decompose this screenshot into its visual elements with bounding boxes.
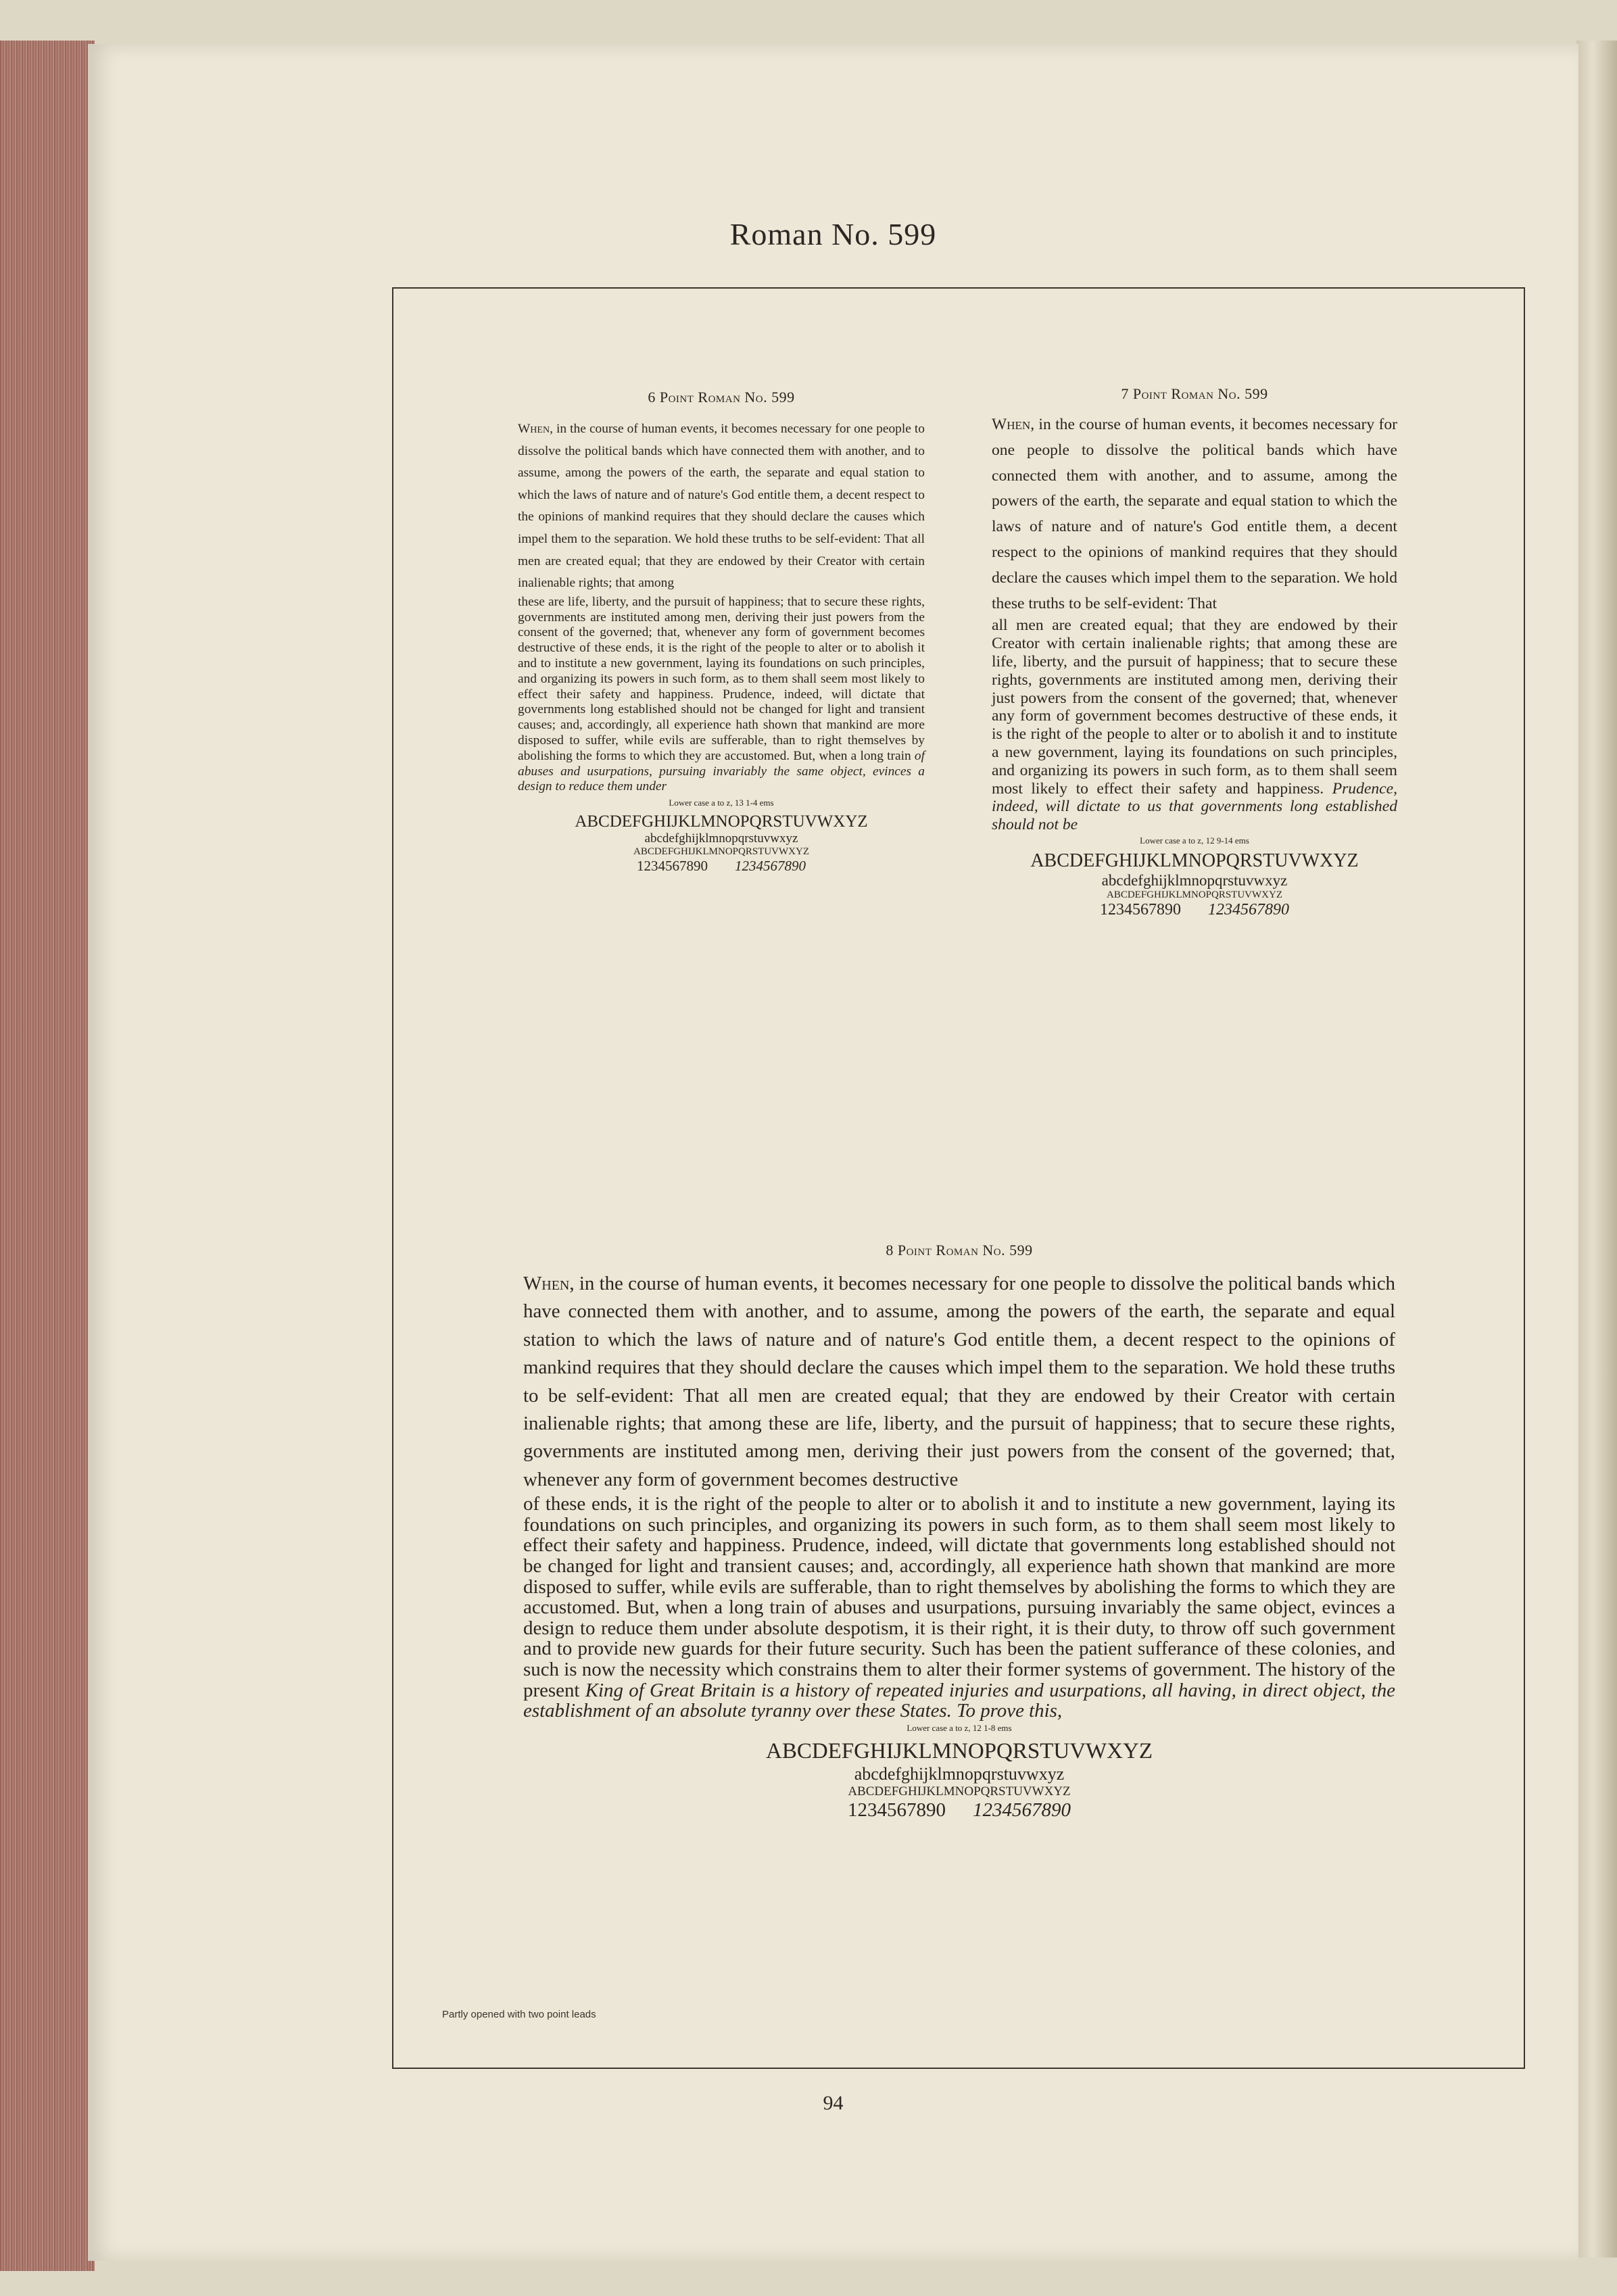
book-page [88,44,1578,2261]
figures-row [992,901,1397,919]
footnote: Partly opened with two point leads [442,2009,596,2020]
specimen-body-text [523,1270,1395,1494]
lead-word: When, [992,416,1035,433]
alphabet-uppercase: ABCDEFGHIJKLMNOPQRSTUVWXYZ [1030,850,1359,871]
figures-row [518,858,925,875]
alphabet-uppercase: ABCDEFGHIJKLMNOPQRSTUVWXYZ [575,812,868,831]
figures-italic: 1234567890 [1208,900,1289,919]
body-text-italic: Prudence, indeed, will dictate to us that governments long established should not be [992,779,1397,834]
specimen-heading: 6 Point Roman No. 599 [648,389,795,406]
figures-roman: 1234567890 [848,1799,946,1821]
body-text-tight: these are life, liberty, and the pursuit of happiness; that to secure these rights, governments are instituted among men, deriving their just powers from the consent of the governed; that, whenever any form of government becomes destructive of these ends, it is the right of the people to alter or to abolish it and to institute a new government, laying its foundations on such principles, and organizing its powers in such form, as to them shall seem most likely to effect their safety and happiness. Prudence, indeed, will dictate that governments long established should not be changed for light and transient causes; and, accordingly, all experience hath shown that mankind are more disposed to suffer, while evils are sufferable, than to right themselves by abolishing the forms to which they are accustomed. But, when a long train [518,594,925,763]
specimen-body-text [518,418,925,595]
book-page-edges-left [0,41,95,2271]
alphabet-lowercase: abcdefghijklmnopqrstuvwxyz [1101,871,1288,889]
specimen-body-text-solid [992,616,1397,834]
specimen-6-point [518,389,925,875]
specimen-note: Lower case a to z, 12 9-14 ems [1140,835,1249,846]
specimen-note: Lower case a to z, 12 1-8 ems [907,1722,1012,1733]
specimen-8-point [523,1242,1395,1822]
lead-word: When, [523,1273,575,1294]
specimen-heading: 7 Point Roman No. 599 [1121,385,1268,402]
body-text-tight: of these ends, it is the right of the people to alter or to abolish it and to institute a new government, laying its foundations on such principles, and organizing its powers in such form, as to them shall seem most likely to effect their safety and happiness. Prudence, indeed, will dictate that governments long established should not be changed for light and transient causes; and, accordingly, all experience hath shown that mankind are more disposed to suffer, while evils are sufferable, than to right themselves by abolishing the forms to which they are accustomed. But, when a long train of abuses and usurpations, pursuing invariably the same object, evinces a design to reduce them under absolute despotism, it is their right, it is their duty, to throw off such government and to provide new guards for their future security. Such has been the patient sufferance of these colonies, and such is now the necessity which constrains them to alter their former systems of government. The history of the present [523,1493,1395,1701]
alphabet-small-caps: ABCDEFGHIJKLMNOPQRSTUVWXYZ [1106,889,1282,900]
figures-row [523,1799,1395,1822]
figures-italic: 1234567890 [973,1799,1071,1821]
specimen-7-point [992,385,1397,919]
alphabet-uppercase: ABCDEFGHIJKLMNOPQRSTUVWXYZ [765,1738,1153,1763]
alphabet-small-caps: ABCDEFGHIJKLMNOPQRSTUVWXYZ [633,846,809,858]
body-text-tight: all men are created equal; that they are endowed by their Creator with certain inalienable rights; that among these are life, liberty, and the pursuit of happiness; that to secure these rights, governments are instituted among men, deriving their just powers from the consent of the governed; that, whenever any form of government becomes destructive of these ends, it is the right of the people to alter or to abolish it and to institute a new government, laying its foundations on such principles, and organizing its powers in such form, as to them shall seem most likely to effect their safety and happiness. [992,616,1397,798]
body-text-italic: King of Great Britain is a history of repeated injuries and usurpations, all having, in direct object, the establishment of an absolute tyranny over these States. To prove this, [523,1679,1395,1722]
alphabet-lowercase: abcdefghijklmnopqrstuvwxyz [854,1763,1065,1784]
page-title: Roman No. 599 [729,217,937,251]
specimen-body-text-solid [523,1494,1395,1721]
book-page-edges-right [1576,41,1617,2257]
alphabet-small-caps: ABCDEFGHIJKLMNOPQRSTUVWXYZ [848,1784,1071,1799]
specimen-heading: 8 Point Roman No. 599 [886,1242,1033,1259]
specimen-body-text-solid [518,595,925,795]
body-text-loose: in the course of human events, it becomes necessary for one people to dissolve the political bands which have connected them with another, and to assume, among the powers of the earth, the separate and equal station to which the laws of nature and of nature's God entitle them, a decent respect to the opinions of mankind requires that they should declare the causes which impel them to the separation. We hold these truths to be self-evident: That [992,416,1397,612]
specimen-body-text [992,412,1397,616]
specimen-note: Lower case a to z, 13 1-4 ems [669,798,774,808]
figures-roman: 1234567890 [1100,900,1181,919]
figures-italic: 1234567890 [735,858,806,875]
alphabet-lowercase: abcdefghijklmnopqrstuvwxyz [644,831,798,846]
body-text-loose: in the course of human events, it becomes necessary for one people to dissolve the political bands which have connected them with another, and to assume, among the powers of the earth, the separate and equal station to which the laws of nature and of nature's God entitle them, a decent respect to the opinions of mankind requires that they should declare the causes which impel them to the separation. We hold these truths to be self-evident: That all men are created equal; that they are endowed by their Creator with certain inalienable rights; that among [518,422,925,591]
lead-word: When, [518,422,553,436]
body-text-italic: of abuses and usurpations, pursuing invariably the same object, evinces a design to reduce them under [518,748,925,794]
figures-roman: 1234567890 [637,858,708,875]
page-number: 94 [823,2092,844,2114]
body-text-loose: in the course of human events, it becomes necessary for one people to dissolve the political bands which have connected them with another, and to assume, among the powers of the earth, the separate and equal station to which the laws of nature and of nature's God entitle them, a decent respect to the opinions of mankind requires that they should declare the causes which impel them to the separation. We hold these truths to be self-evident: That all men are created equal; that they are endowed by their Creator with certain inalienable rights; that among these are life, liberty, and the pursuit of happiness; that to secure these rights, governments are instituted among men, deriving their just powers from the consent of the governed; that, whenever any form of government becomes destructive [523,1273,1395,1490]
